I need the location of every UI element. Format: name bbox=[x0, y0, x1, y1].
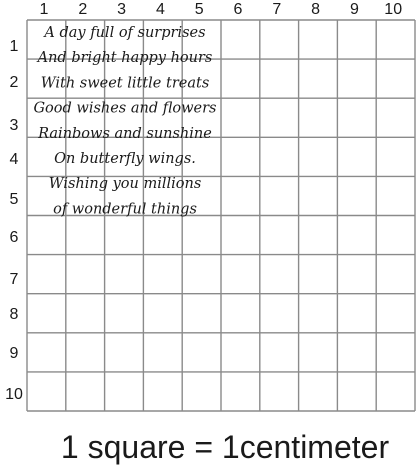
column-labels bbox=[40, 1, 403, 18]
row-label: 6 bbox=[9, 229, 19, 246]
row-label: 10 bbox=[5, 386, 23, 403]
poem-line: And bright happy hours bbox=[37, 50, 213, 67]
row-label: 7 bbox=[9, 271, 19, 288]
poem-line: With sweet little treats bbox=[40, 75, 210, 92]
poem-line: A day full of surprises bbox=[44, 25, 206, 41]
column-label: 10 bbox=[384, 1, 403, 18]
column-label: 5 bbox=[194, 1, 204, 18]
poem-text bbox=[33, 25, 216, 217]
column-label: 9 bbox=[349, 1, 359, 18]
row-label: 3 bbox=[9, 117, 19, 134]
column-label: 3 bbox=[117, 1, 127, 18]
row-label: 8 bbox=[9, 306, 19, 323]
scale-caption: 1 square = 1centimeter bbox=[60, 429, 390, 465]
poem-line: Good wishes and flowers bbox=[33, 100, 217, 117]
column-label: 6 bbox=[233, 1, 243, 18]
poem-line: of wonderful things bbox=[53, 201, 197, 218]
row-label: 1 bbox=[9, 38, 19, 55]
row-labels bbox=[5, 38, 23, 403]
row-label: 9 bbox=[9, 345, 19, 362]
column-label: 4 bbox=[155, 1, 165, 18]
poem-line: On butterfly wings. bbox=[54, 151, 196, 167]
poem-line: Wishing you millions bbox=[48, 176, 202, 193]
row-label: 5 bbox=[9, 191, 19, 208]
column-label: 8 bbox=[311, 1, 321, 18]
row-label: 4 bbox=[9, 151, 19, 168]
column-label: 2 bbox=[78, 1, 88, 18]
column-label: 1 bbox=[39, 1, 49, 18]
column-label: 7 bbox=[272, 1, 282, 18]
row-label: 2 bbox=[9, 74, 19, 91]
poem-line: Rainbows and sunshine bbox=[38, 125, 212, 142]
